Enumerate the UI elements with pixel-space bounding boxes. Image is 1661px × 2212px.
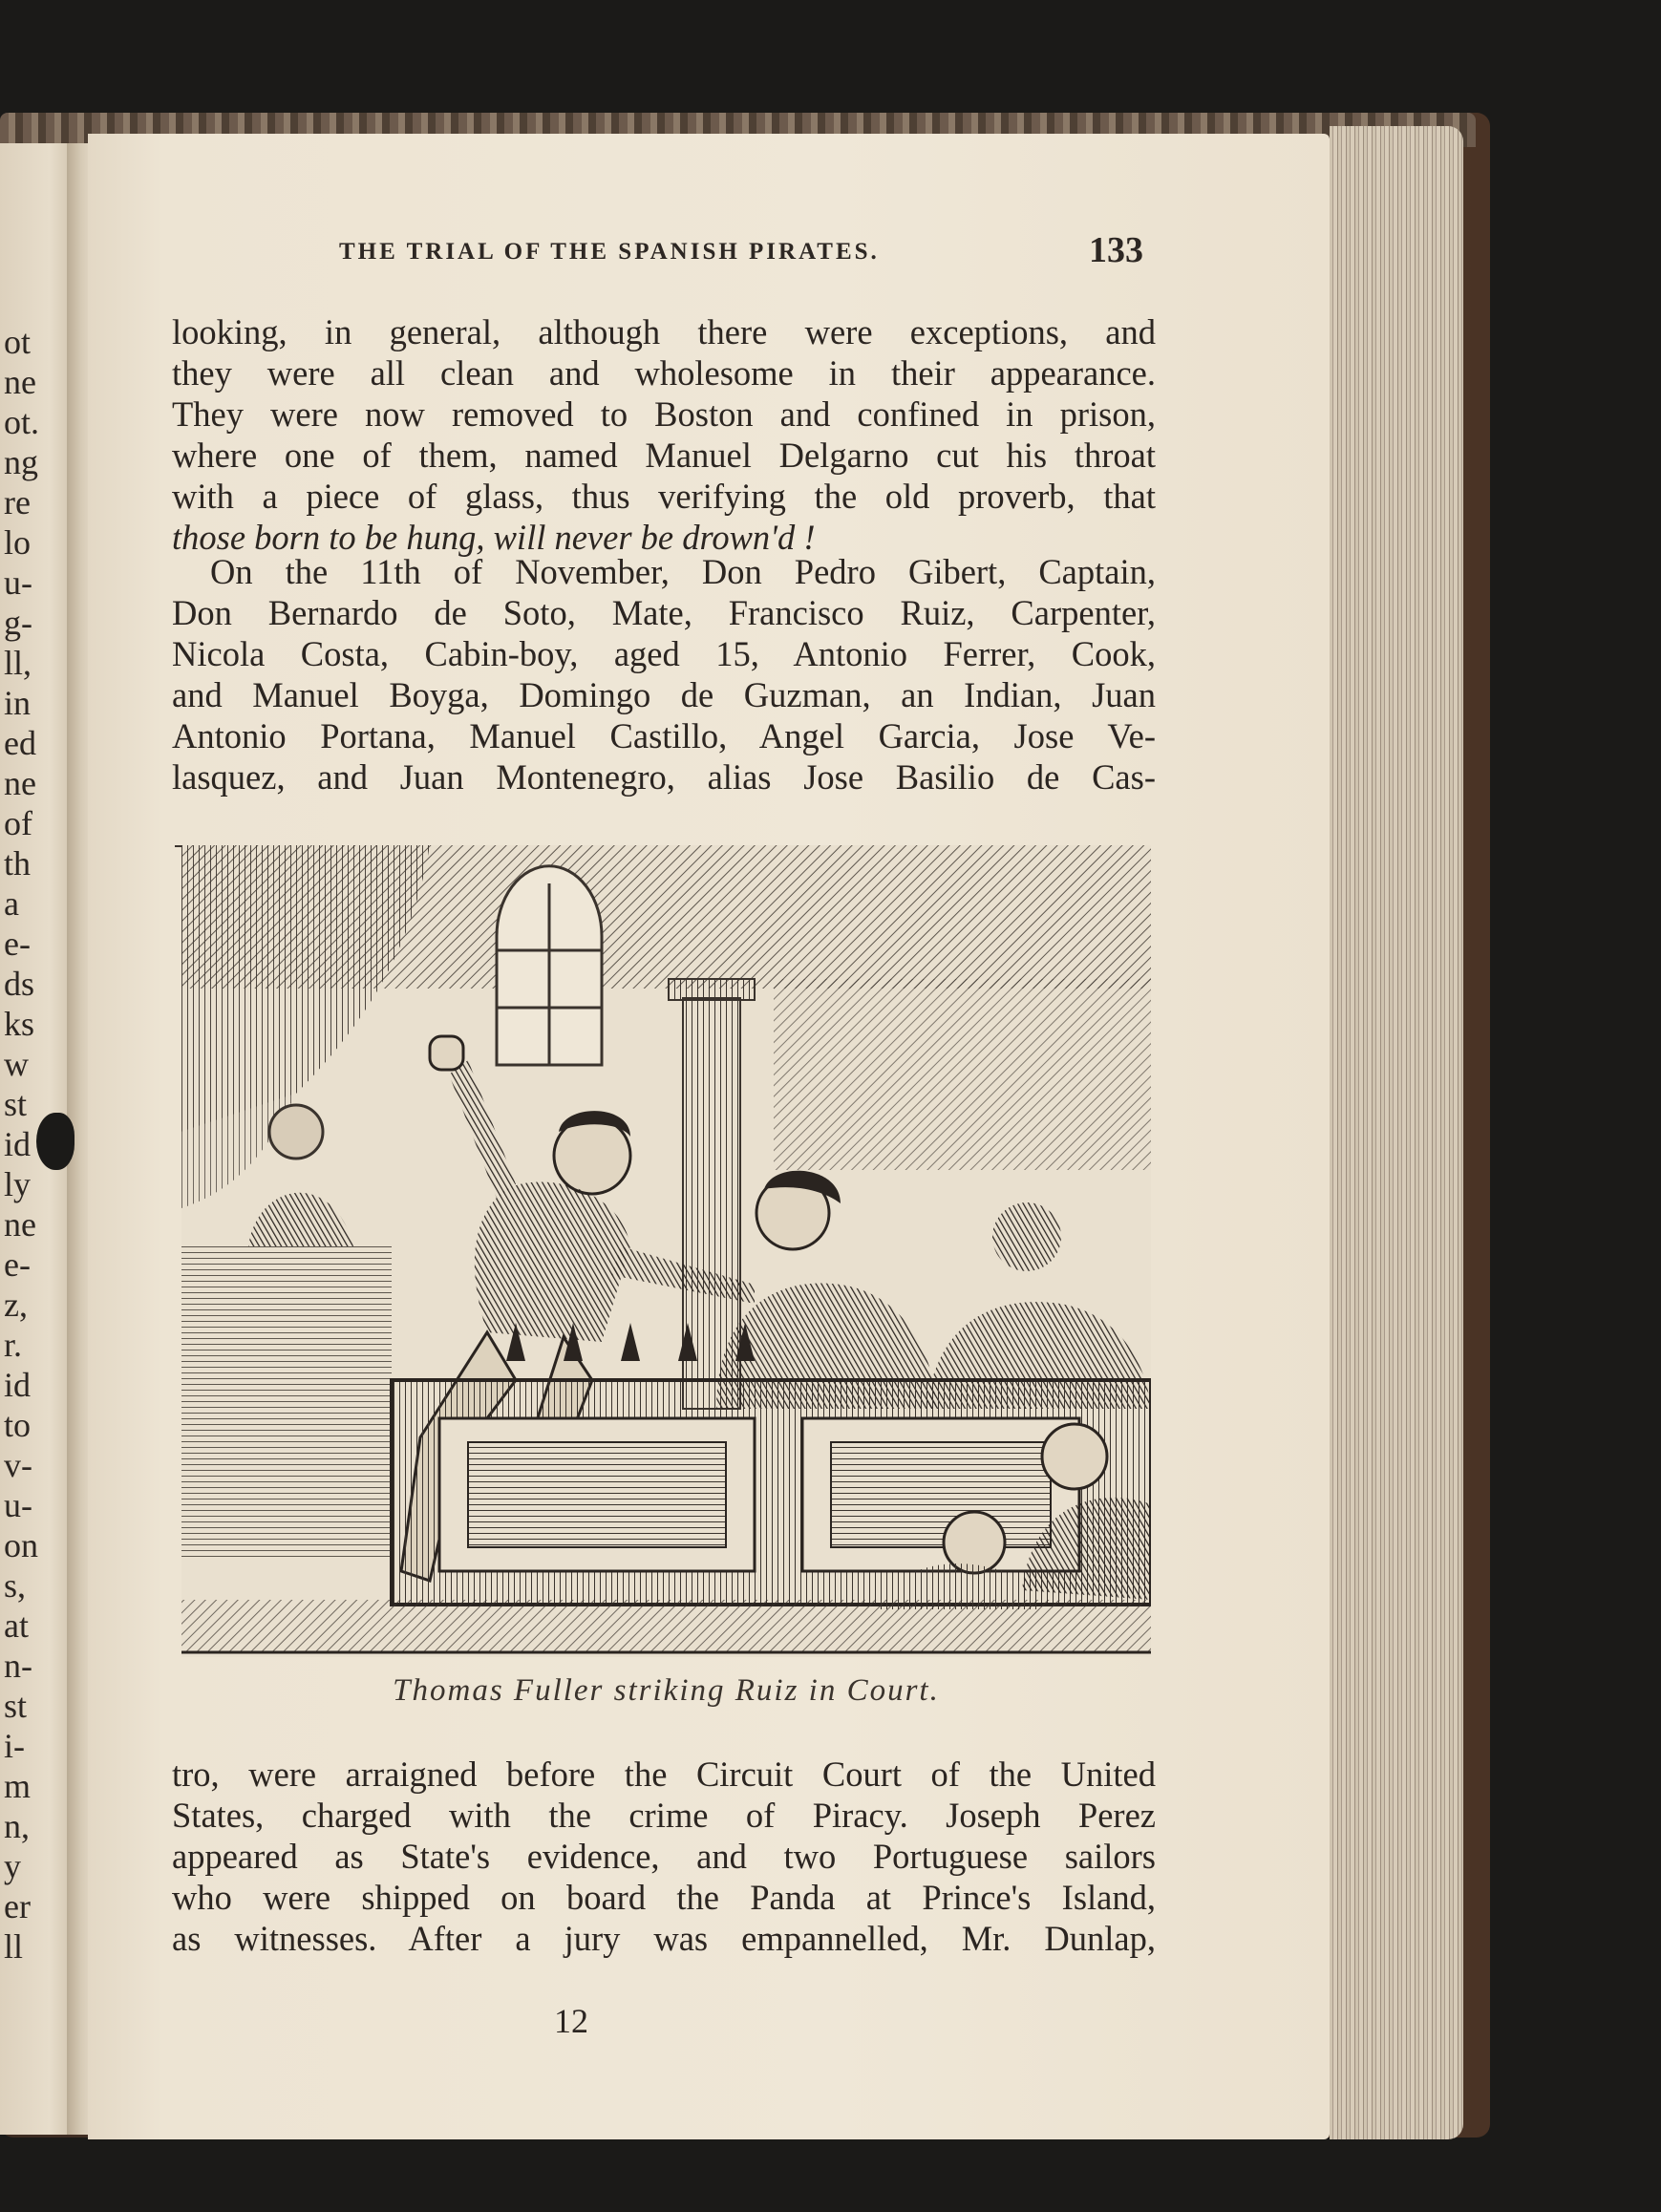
engraving-drawing: [181, 845, 1151, 1657]
text-line: who were shipped on board the Panda at Prince's Island,: [172, 1878, 1156, 1917]
left-page-fragment: st: [4, 1085, 28, 1123]
left-page-fragment: ne: [4, 363, 36, 401]
signature-mark: 12: [554, 2002, 588, 2040]
left-page-fragment: id: [4, 1125, 32, 1163]
left-page-fragment: ot.: [4, 403, 40, 441]
left-page-fragment: lo: [4, 523, 32, 562]
left-page-fragment: g-: [4, 604, 32, 642]
page-tear: [36, 1113, 75, 1170]
text-line: States, charged with the crime of Piracy. Joseph Perez: [172, 1796, 1156, 1835]
left-page-fragment: ds: [4, 965, 35, 1003]
text-line: with a piece of glass, thus verifying the old proverb, that: [172, 477, 1156, 516]
left-page-fragment: ed: [4, 724, 36, 762]
left-page-fragment: e-: [4, 925, 31, 963]
left-page-fragment: on: [4, 1526, 38, 1564]
paragraph-3: [172, 1754, 1156, 1959]
text-line: they were all clean and wholesome in their appearance.: [172, 353, 1156, 393]
page-number: 133: [1089, 230, 1143, 270]
left-page-fragment: of: [4, 804, 32, 842]
left-page-fragment: ll,: [4, 644, 32, 682]
text-line: looking, in general, although there were exceptions, and: [172, 312, 1156, 351]
left-page-fragment: u-: [4, 1486, 32, 1524]
left-page-fragment: ks: [4, 1005, 35, 1043]
left-page-fragment: th: [4, 844, 32, 883]
text-line: those born to be hung, will never be drown'd !: [172, 518, 816, 557]
text-line: appeared as State's evidence, and two Portuguese sailors: [172, 1837, 1156, 1876]
paragraph-1: [172, 311, 1156, 558]
left-page-fragment: e-: [4, 1245, 31, 1284]
left-page-fragment: at: [4, 1606, 29, 1645]
text-line: as witnesses. After a jury was empannelled, Mr. Dunlap,: [172, 1919, 1156, 1958]
left-page-fragment: st: [4, 1687, 28, 1725]
left-page-fragment: ne: [4, 1205, 36, 1244]
left-page-fragment: ll: [4, 1927, 24, 1966]
left-page-fragment: id: [4, 1366, 32, 1404]
left-page-fragment: w: [4, 1045, 29, 1083]
left-page-fragment: ot: [4, 323, 32, 361]
text-line: On the 11th of November, Don Pedro Gibert, Captain,: [210, 552, 1156, 591]
courtroom-engraving: [181, 845, 1151, 1657]
left-page-fragment: z,: [4, 1286, 28, 1324]
left-page-fragment: er: [4, 1887, 31, 1925]
left-page-fragment: n,: [4, 1807, 30, 1845]
text-line: Don Bernardo de Soto, Mate, Francisco Ruiz, Carpenter,: [172, 593, 1156, 632]
left-page-fragment: i-: [4, 1727, 25, 1765]
left-page-fragment: to: [4, 1406, 32, 1444]
left-page-fragment: ly: [4, 1165, 32, 1203]
paragraph-2: [172, 551, 1156, 798]
text-line: Antonio Portana, Manuel Castillo, Angel Garcia, Jose Ve-: [172, 716, 1156, 755]
text-line: where one of them, named Manuel Delgarno cut his throat: [172, 436, 1156, 475]
left-page-fragment: v-: [4, 1446, 32, 1484]
left-page-fragment: a: [4, 884, 19, 923]
text-line: Nicola Costa, Cabin-boy, aged 15, Antonio Ferrer, Cook,: [172, 634, 1156, 673]
left-page-fragment: re: [4, 483, 31, 521]
text-line: lasquez, and Juan Montenegro, alias Jose Basilio de Cas-: [172, 757, 1156, 797]
left-page-fragment: s,: [4, 1566, 27, 1605]
left-page-fragment: u-: [4, 564, 32, 602]
text-line: They were now removed to Boston and confined in prison,: [172, 394, 1156, 434]
left-page-fragment: n-: [4, 1647, 32, 1685]
running-head: THE TRIAL OF THE SPANISH PIRATES.: [339, 239, 880, 265]
left-page-fragment: in: [4, 684, 32, 722]
text-line: tro, were arraigned before the Circuit Court of the United: [172, 1755, 1156, 1794]
left-page-fragment: ng: [4, 443, 38, 481]
text-line: and Manuel Boyga, Domingo de Guzman, an Indian, Juan: [172, 675, 1156, 714]
left-page-fragment: y: [4, 1847, 21, 1885]
left-page-fragment: ne: [4, 764, 36, 802]
page-edges: [1330, 126, 1463, 2139]
left-page-fragment: r.: [4, 1326, 23, 1364]
left-page-fragment: m: [4, 1767, 32, 1805]
illustration-caption: Thomas Fuller striking Ruiz in Court.: [393, 1673, 940, 1708]
